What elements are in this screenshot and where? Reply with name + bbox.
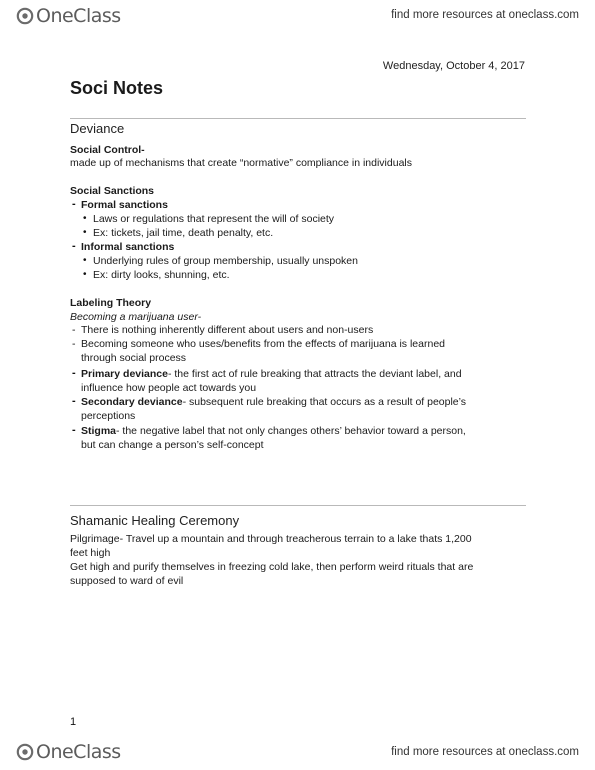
list-item-continuation: but can change a person’s self-concept <box>81 439 264 451</box>
list-item: Becoming someone who uses/benefits from the effects of marijuana is learned <box>81 338 446 350</box>
section-heading-shamanic: Shamanic Healing Ceremony <box>70 513 240 528</box>
list-marker: - <box>72 324 76 336</box>
bullet: • <box>83 255 87 266</box>
oneclass-logo-icon <box>16 743 34 761</box>
social-control-term: Social Control- <box>70 144 145 156</box>
formal-sanctions-label: Formal sanctions <box>81 199 168 211</box>
list-item: Underlying rules of group membership, usually unspoken <box>93 255 358 267</box>
paragraph-line: Pilgrimage- Travel up a mountain and through treacherous terrain to a lake thats 1,200 <box>70 533 472 545</box>
list-item: Ex: dirty looks, shunning, etc. <box>93 269 230 281</box>
informal-sanctions-label: Informal sanctions <box>81 241 175 253</box>
social-sanctions-heading: Social Sanctions <box>70 185 155 197</box>
list-item-continuation: influence how people act towards you <box>81 382 257 394</box>
section-heading-deviance: Deviance <box>70 121 125 136</box>
list-marker: - <box>72 198 76 210</box>
note-date: Wednesday, October 4, 2017 <box>382 60 525 72</box>
stigma-item <box>81 424 466 438</box>
social-control-definition: made up of mechanisms that create “normative” compliance in individuals <box>70 157 412 169</box>
list-marker: - <box>72 240 76 252</box>
list-marker: - <box>72 367 76 379</box>
labeling-theory-heading: Labeling Theory <box>70 297 152 309</box>
brand-name: OneClass <box>36 5 121 27</box>
secondary-deviance-item <box>81 395 466 409</box>
bullet: • <box>83 227 87 238</box>
paragraph-line: Get high and purify themselves in freezing cold lake, then perform weird rituals that are <box>70 561 474 573</box>
primary-deviance-item <box>81 367 462 381</box>
primary-deviance-term: Primary deviance <box>81 368 168 380</box>
brand-name: OneClass <box>36 741 121 763</box>
list-item: Laws or regulations that represent the will of society <box>93 213 335 225</box>
section-divider <box>70 118 526 119</box>
list-marker: - <box>72 338 76 350</box>
section-divider <box>70 505 526 506</box>
page-title: Soci Notes <box>70 78 164 98</box>
oneclass-logo[interactable] <box>16 5 121 27</box>
bullet: • <box>83 213 87 224</box>
paragraph-line: supposed to ward of evil <box>70 575 184 587</box>
promo-link-footer[interactable]: find more resources at oneclass.com <box>391 746 579 758</box>
list-item-continuation: perceptions <box>81 410 136 422</box>
paragraph-line: feet high <box>70 547 111 559</box>
bullet: • <box>83 269 87 280</box>
primary-deviance-definition: - the first act of rule breaking that attracts the deviant label, and <box>167 368 462 380</box>
secondary-deviance-term: Secondary deviance <box>81 396 183 408</box>
page-number: 1 <box>70 716 77 728</box>
stigma-definition: - the negative label that not only changes others’ behavior toward a person, <box>116 425 466 437</box>
labeling-theory-subtitle: Becoming a marijuana user- <box>70 311 202 323</box>
list-marker: - <box>72 424 76 436</box>
list-marker: - <box>72 395 76 407</box>
secondary-deviance-definition: - subsequent rule breaking that occurs as a result of people’s <box>182 396 467 408</box>
promo-link[interactable]: find more resources at oneclass.com <box>391 9 579 21</box>
oneclass-logo-footer[interactable] <box>16 741 121 763</box>
list-item-continuation: through social process <box>81 352 187 364</box>
oneclass-logo-icon <box>16 7 34 25</box>
list-item: There is nothing inherently different about users and non-users <box>81 324 374 336</box>
list-item: Ex: tickets, jail time, death penalty, etc. <box>93 227 274 239</box>
stigma-term: Stigma <box>81 425 117 437</box>
